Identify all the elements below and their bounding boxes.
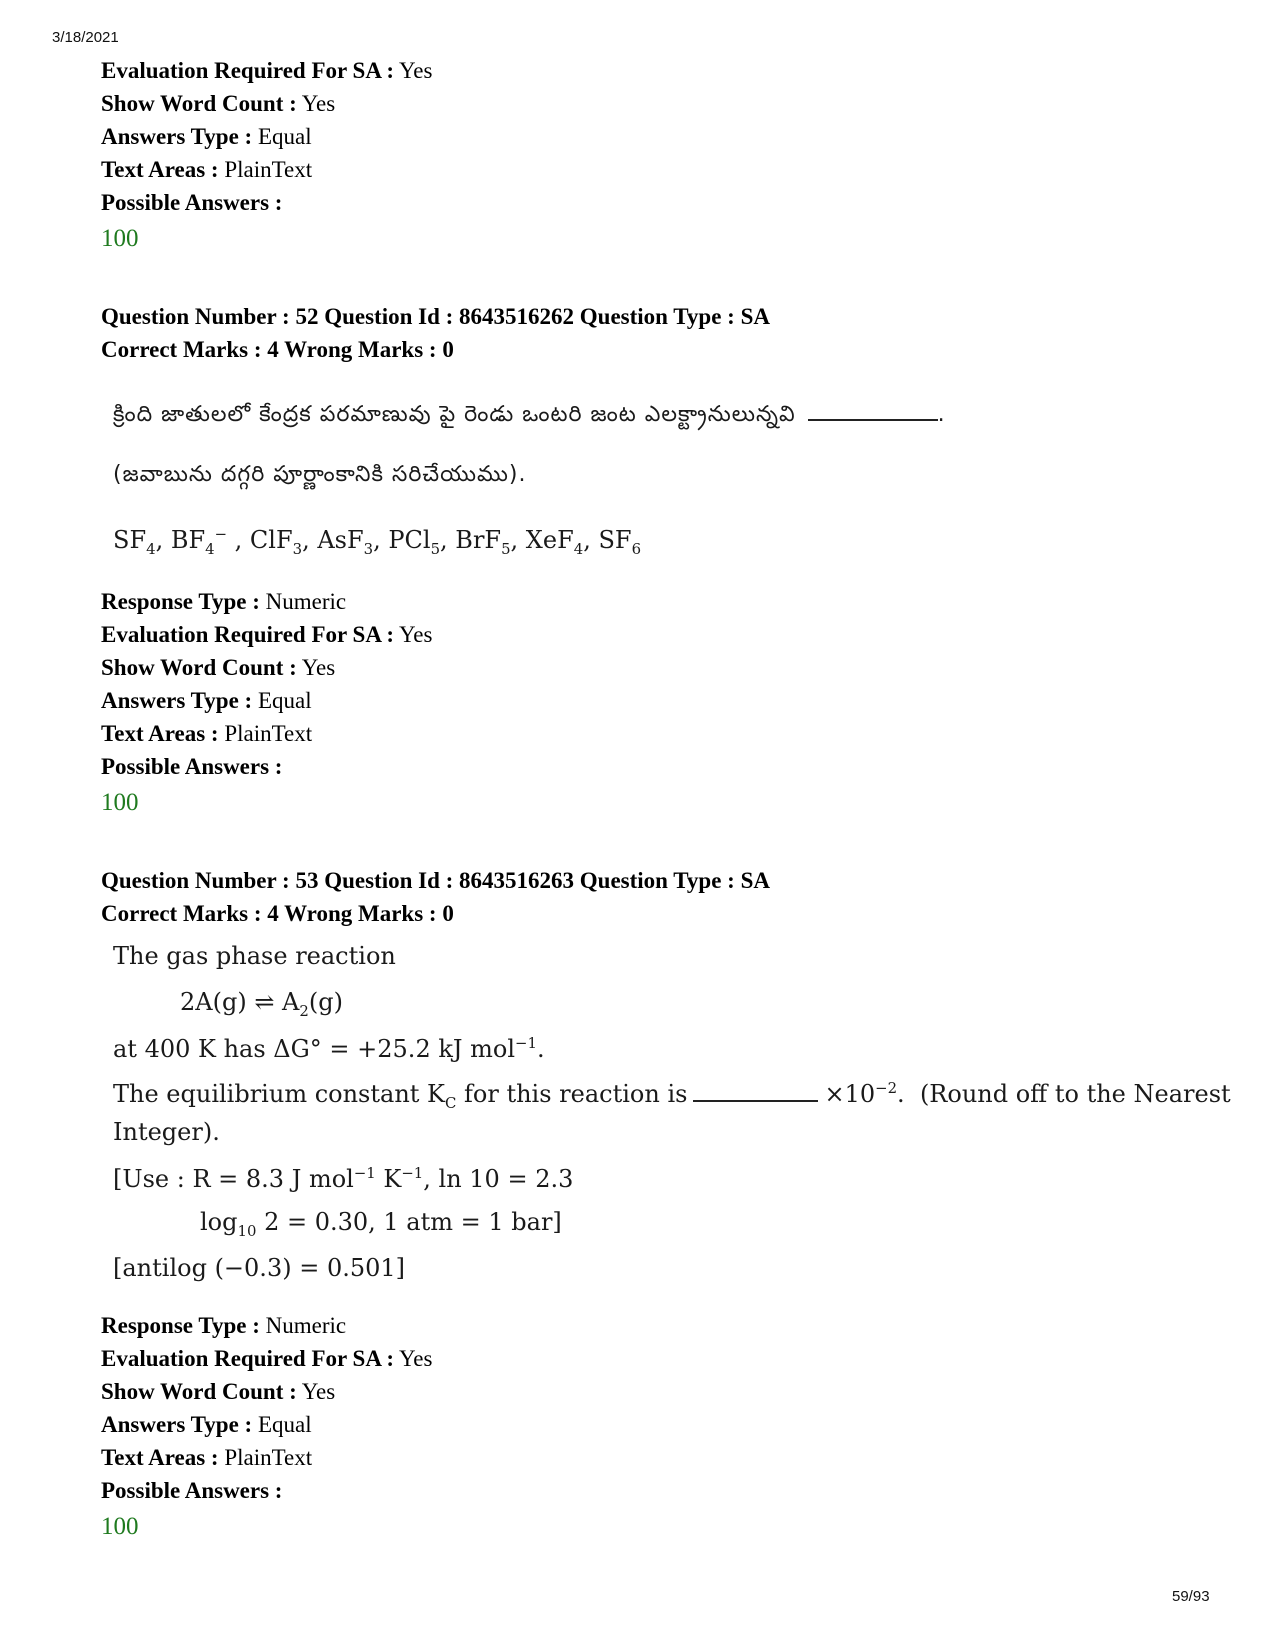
text-areas-label: Text Areas : [101, 1445, 219, 1470]
eval-sa-row [101, 57, 432, 85]
q52-ans-type-row [101, 687, 312, 715]
q52-possible-row [101, 753, 282, 781]
eval-sa-value: Yes [399, 58, 433, 83]
possible-answer-value: 100 [101, 225, 139, 252]
response-type-label: Response Type : [101, 1313, 260, 1338]
possible-label: Possible Answers : [101, 190, 283, 215]
show-wc-label: Show Word Count : [101, 655, 297, 680]
q53-eval-sa-value: Yes [399, 1346, 433, 1371]
q53-answer-blank [693, 1082, 818, 1102]
q53-marks: Correct Marks : 4 Wrong Marks : 0 [101, 901, 454, 926]
ans-type-label: Answers Type : [101, 124, 253, 149]
answers-type-row [101, 123, 312, 151]
q53-eq-mid: for this reaction is [464, 1080, 688, 1108]
text-areas-row [101, 156, 312, 184]
q52-marks: Correct Marks : 4 Wrong Marks : 0 [101, 337, 454, 362]
q52-response-type-row [101, 588, 346, 616]
q52-text-areas-row [101, 720, 312, 748]
eval-sa-label: Evaluation Required For SA : [101, 1346, 395, 1371]
q53-response-type-value: Numeric [265, 1313, 347, 1338]
possible-label: Possible Answers : [101, 1478, 283, 1503]
show-word-count-row [101, 90, 335, 118]
q53-ans-type-value: Equal [257, 1412, 312, 1437]
q52-eval-sa-value: Yes [399, 622, 433, 647]
q53-show-wc-row [101, 1378, 335, 1406]
ans-type-label: Answers Type : [101, 1412, 253, 1437]
ans-type-value: Equal [257, 124, 312, 149]
q53-ln10: , ln 10 = 2.3 [423, 1165, 574, 1193]
q53-integer: Integer). [113, 1118, 220, 1146]
q53-delta-g-text: at 400 K has ΔG° = +25.2 kJ mol [113, 1035, 516, 1063]
eval-sa-label: Evaluation Required For SA : [101, 622, 395, 647]
q53-answer-value: 100 [101, 1513, 139, 1540]
q53-show-wc-value: Yes [301, 1379, 336, 1404]
q52-show-wc-row [101, 654, 335, 682]
text-areas-label: Text Areas : [101, 721, 219, 746]
q53-possible-row [101, 1477, 282, 1505]
q53-use-constants: [Use : R = 8.3 J mol$^{-1}$ $K^{-1}$, ln 10 = 2.3 [113, 1164, 574, 1193]
text-areas-value: PlainText [224, 157, 313, 182]
page-number: 59/93 [1172, 1588, 1210, 1605]
q52-text-areas-value: PlainText [224, 721, 313, 746]
q52-answer-value: 100 [101, 789, 139, 816]
q52-telugu-text: క్రింది జాతులలో కేంద్రక పరమాణువు పై రెండు ఒంటరి జంట ఎలక్ట్రానులున్నవి [113, 402, 796, 427]
q53-response-type-row [101, 1312, 346, 1340]
q52-response-type-value: Numeric [265, 589, 347, 614]
q53-eq-prefix: The equilibrium constant K [113, 1080, 445, 1108]
q53-log-rest: 2 = 0.30, 1 atm = 1 bar] [264, 1208, 562, 1236]
q53-log-constants: $\log_{10} 2 = 0.30$, 1 atm = 1 bar] [200, 1208, 562, 1240]
possible-answers-row [101, 189, 282, 217]
show-wc-value: Yes [301, 91, 336, 116]
q52-header: Question Number : 52 Question Id : 8643516262 Question Type : SA [101, 304, 770, 329]
q53-delta-g: at 400 K has ΔG° = +25.2 kJ mol$^{-1}$. [113, 1034, 545, 1063]
q53-intro: The gas phase reaction [113, 942, 396, 970]
q52-ans-type-value: Equal [257, 688, 312, 713]
print-date: 3/18/2021 [52, 29, 119, 46]
q52-eval-sa-row [101, 621, 432, 649]
q53-header: Question Number : 53 Question Id : 8643516263 Question Type : SA [101, 868, 770, 893]
response-type-label: Response Type : [101, 589, 260, 614]
q52-species-list: $SF_4$, $BF_4^-$ , ClF$_3$, AsF$_3$, PCl$_5$, BrF$_5$, XeF$_4$, $SF_6$ [113, 525, 642, 558]
q53-round-off: (Round off to the Nearest [919, 1080, 1231, 1108]
ans-type-label: Answers Type : [101, 688, 253, 713]
text-areas-label: Text Areas : [101, 157, 219, 182]
q53-ans-type-row [101, 1411, 312, 1439]
q53-reaction: 2A(g) ⇌ $A_2(g)$ [180, 988, 343, 1020]
show-wc-label: Show Word Count : [101, 91, 297, 116]
q53-text-areas-value: PlainText [224, 1445, 313, 1470]
eval-sa-label: Evaluation Required For SA : [101, 58, 395, 83]
q52-telugu-prompt: క్రింది జాతులలో కేంద్రక పరమాణువు పై రెండు ఒంటరి జంట ఎలక్ట్రానులున్నవి . [113, 402, 946, 427]
show-wc-label: Show Word Count : [101, 1379, 297, 1404]
q53-text-areas-row [101, 1444, 312, 1472]
q52-answer-blank [808, 403, 938, 421]
q53-eq-constant: The equilibrium constant $K_C$ for this reaction is $\times 10^{-2}$. (Round off to the Nearest [113, 1079, 1231, 1112]
q52-telugu-instruction: (జవాబును దగ్గరి పూర్ణాంకానికి సరిచేయుము). [113, 462, 527, 487]
possible-label: Possible Answers : [101, 754, 283, 779]
q53-eval-sa-row [101, 1345, 432, 1373]
q53-antilog: [antilog (−0.3) = 0.501] [113, 1254, 406, 1282]
q53-use-prefix: [Use : R = 8.3 J mol [113, 1165, 354, 1193]
q52-show-wc-value: Yes [301, 655, 336, 680]
